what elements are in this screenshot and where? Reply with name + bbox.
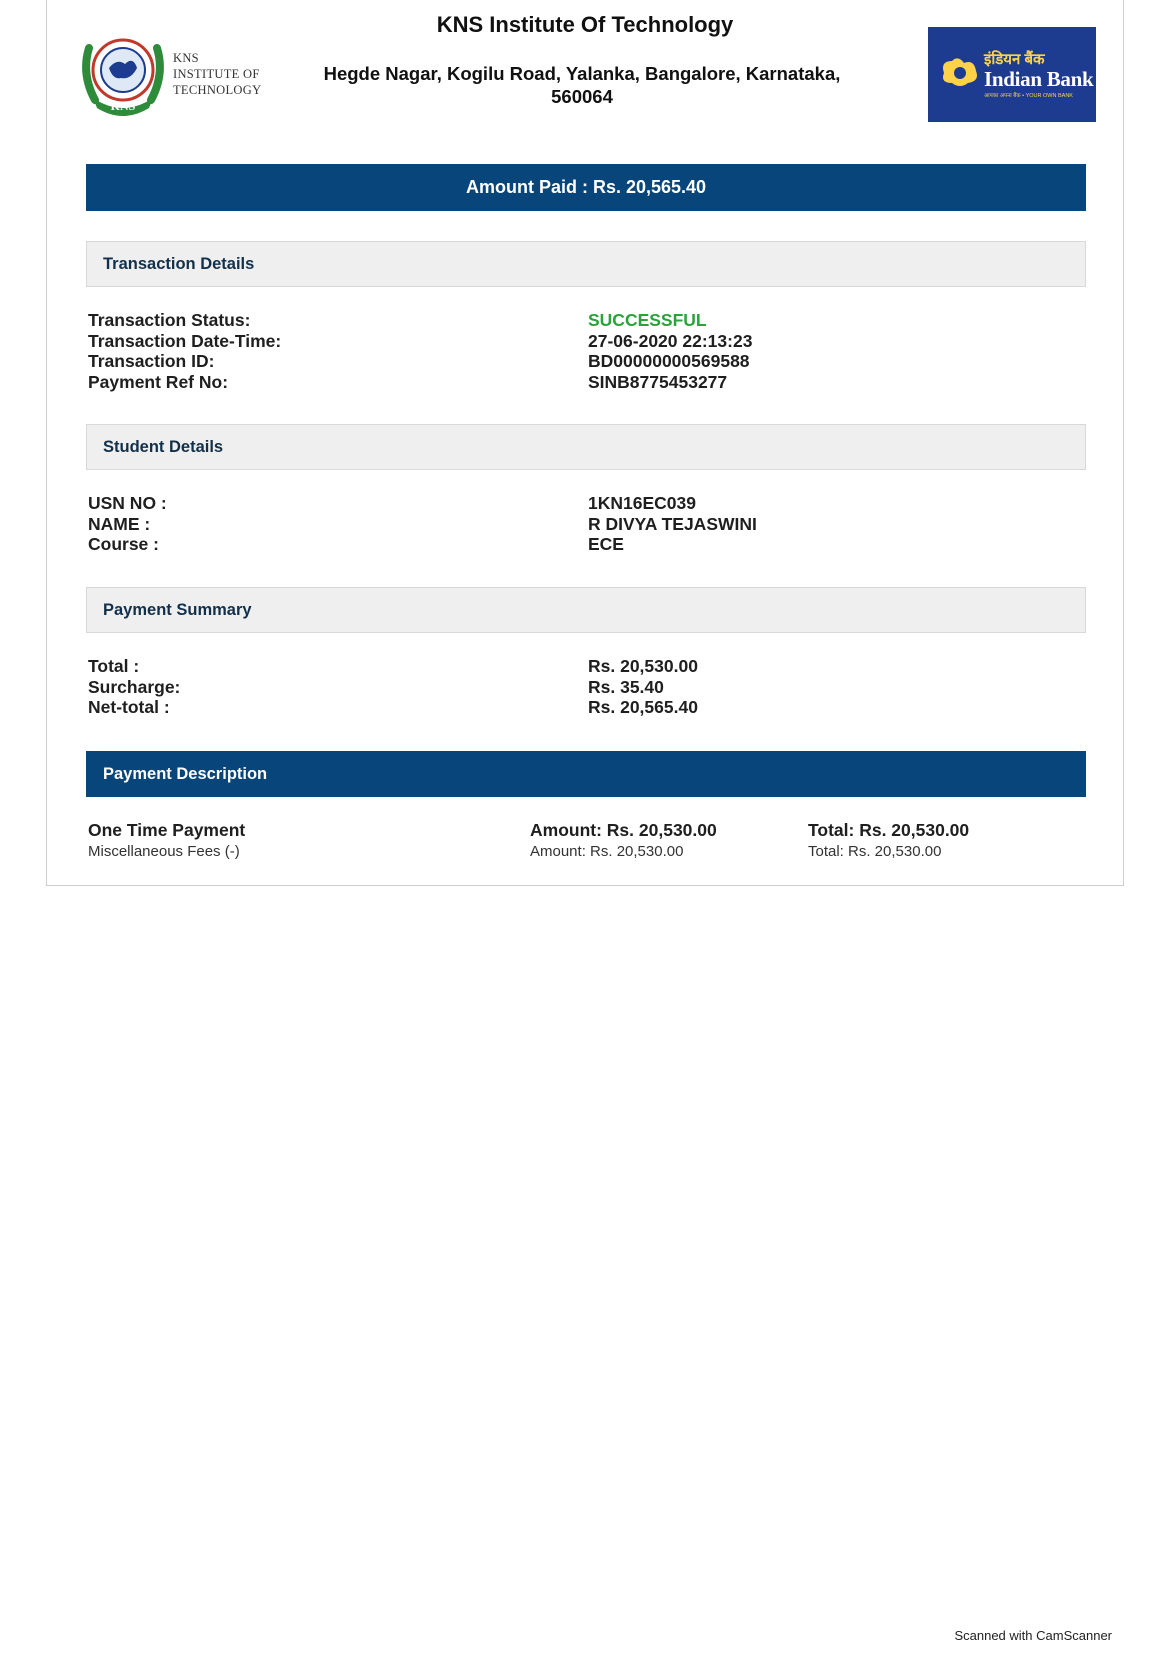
institute-logo-text — [173, 50, 261, 98]
payment-description-row — [88, 820, 1088, 864]
detail-value: 1KN16EC039 — [588, 493, 696, 513]
detail-row — [88, 493, 1088, 514]
student-details-heading: Student Details — [86, 424, 1086, 470]
receipt-page — [46, 0, 1124, 886]
bank-logo — [928, 27, 1096, 122]
detail-value: ECE — [588, 534, 624, 554]
institute-emblem-text: KNS — [110, 99, 136, 113]
description-total-sub: Total: Rs. 20,530.00 — [808, 843, 942, 860]
bank-logo-hindi: इंडियन बैंक — [984, 51, 1045, 68]
detail-value: R DIVYA TEJASWINI — [588, 513, 757, 534]
description-amount-sub: Amount: Rs. 20,530.00 — [530, 843, 684, 860]
detail-row — [88, 310, 1088, 331]
institute-logo-line-1: KNS — [173, 51, 199, 65]
institute-title: KNS Institute Of Technology — [436, 12, 734, 37]
detail-value: Rs. 35.40 — [588, 676, 664, 697]
address-line-1: Hegde Nagar, Kogilu Road, Yalanka, Bangalore, Karnataka, — [323, 63, 841, 84]
detail-row — [88, 534, 1088, 555]
detail-value: BD00000000569588 — [588, 351, 750, 371]
description-amount — [530, 820, 717, 860]
detail-label: NAME : — [88, 513, 151, 534]
transaction-status-value: SUCCESSFUL — [588, 310, 707, 330]
bank-emblem-icon — [938, 53, 982, 91]
detail-value: Rs. 20,565.40 — [588, 697, 698, 717]
detail-label: Transaction Date-Time: — [88, 330, 282, 351]
transaction-details-list — [88, 310, 1088, 392]
detail-row — [88, 697, 1088, 718]
detail-label: Payment Ref No: — [88, 371, 229, 392]
student-details-list — [88, 493, 1088, 555]
amount-paid-banner: Amount Paid : Rs. 20,565.40 — [86, 164, 1086, 211]
detail-value: 27-06-2020 22:13:23 — [588, 330, 753, 351]
bank-logo-tagline: आपका अपना बैंक • YOUR OWN BANK — [984, 93, 1073, 99]
detail-value: SINB8775453277 — [588, 371, 728, 392]
institute-logo-line-3: TECHNOLOGY — [173, 83, 262, 97]
institute-logo-line-2: INSTITUTE OF — [173, 67, 260, 81]
bank-logo-name: Indian Bank — [984, 67, 1094, 91]
payment-summary-list — [88, 656, 1088, 718]
description-item-title: One Time Payment — [88, 820, 246, 840]
payment-description-heading: Payment Description — [86, 751, 1086, 797]
institute-address — [287, 62, 877, 108]
institute-emblem-icon — [77, 28, 169, 120]
description-item — [88, 820, 245, 860]
detail-row — [88, 351, 1088, 372]
transaction-details-heading: Transaction Details — [86, 241, 1086, 287]
detail-label: Net-total : — [88, 697, 170, 717]
detail-value: Rs. 20,530.00 — [588, 656, 698, 676]
description-amount-main: Amount: Rs. 20,530.00 — [530, 820, 717, 840]
scanner-watermark: Scanned with CamScanner — [954, 1628, 1112, 1643]
detail-label: Course : — [88, 534, 159, 554]
description-item-sub: Miscellaneous Fees (-) — [88, 843, 240, 860]
detail-row — [88, 656, 1088, 677]
detail-label: USN NO : — [88, 493, 167, 513]
detail-row — [88, 514, 1088, 535]
address-line-2: 560064 — [551, 86, 613, 107]
detail-label: Transaction ID: — [88, 351, 215, 371]
description-total-main: Total: Rs. 20,530.00 — [808, 820, 970, 840]
institute-logo — [77, 28, 277, 124]
detail-label: Transaction Status: — [88, 310, 251, 330]
detail-row — [88, 331, 1088, 352]
detail-row — [88, 372, 1088, 393]
payment-summary-heading: Payment Summary — [86, 587, 1086, 633]
detail-row — [88, 677, 1088, 698]
detail-label: Total : — [88, 656, 140, 676]
description-total — [808, 820, 969, 860]
detail-label: Surcharge: — [88, 676, 181, 697]
